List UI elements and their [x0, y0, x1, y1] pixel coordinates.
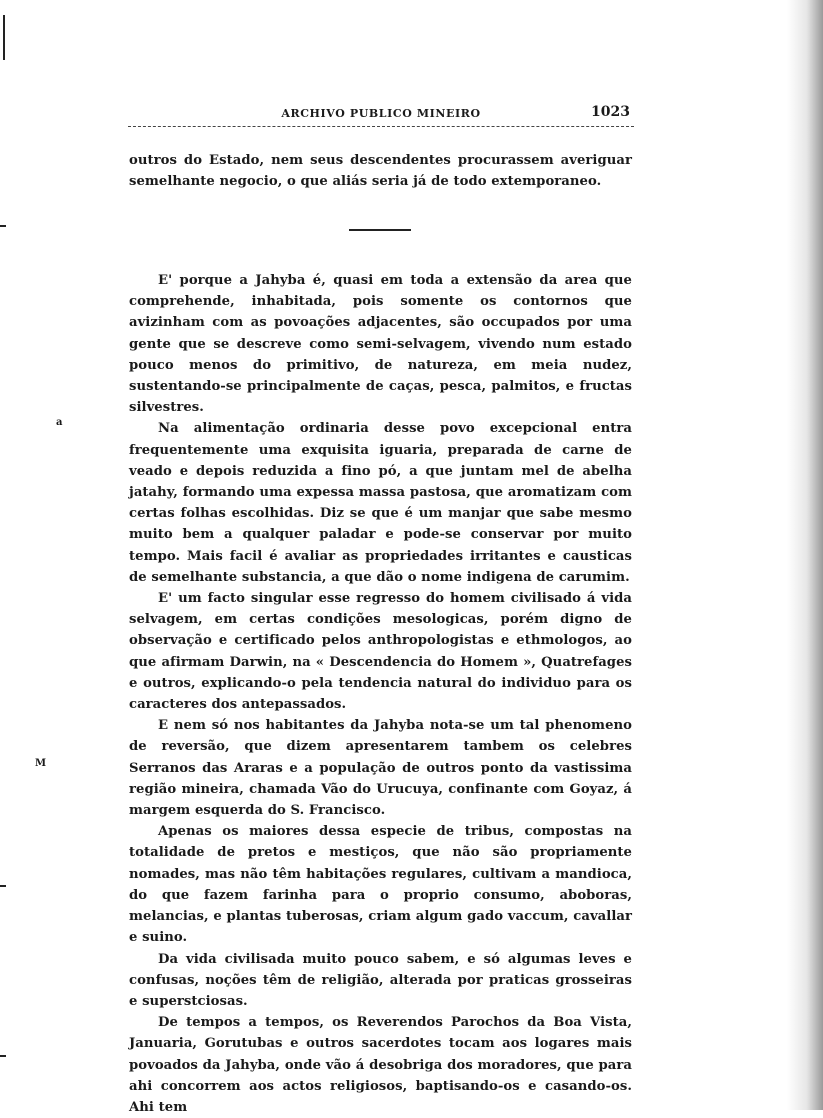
- paragraph: Na alimentação ordinaria desse povo excepcional entra frequentemente uma exquisita iguaria, preparada de carne de veado e depois reduzida a fino pó, a que juntam mel de abelha jatahy, formando uma expessa massa pastosa, que aromatizam com certas folhas escolhidas. Diz se que é um manjar que sabe mesmo muito bem a qualquer paladar e pode-se conservar por muito tempo. Mais facil é avaliar as propriedades irritantes e causticas de semelhante substancia, a que dão o nome indigena de carumim.: [129, 421, 632, 585]
- main-text-block: [129, 270, 632, 1118]
- continuation-paragraph: outros do Estado, nem seus descendentes procurassem averiguar semelhante negocio, o que aliás seria já de todo extemporaneo.: [129, 153, 632, 190]
- paragraph: E' um facto singular esse regresso do homem civilisado á vida selvagem, em certas condições mesologicas, porém digno de observação e certificado pelos anthropologistas e ethmologos, ao que afirmam Darwin, na « Descendencia do Homem », Quatrefages e outros, explicando-o pela tendencia natural do individuo para os caracteres dos antepassados.: [129, 591, 632, 713]
- paragraph: Apenas os maiores dessa especie de tribus, compostas na totalidade de pretos e mestiços, que não são propriamente nomades, mas não têm habitações regulares, cultivam a mandioca, do que fazem farinha para o proprio consumo, aboboras, melancias, e plantas tuberosas, criam algum gado vaccum, cavallar e suino.: [129, 824, 632, 946]
- continuation-block: [129, 150, 632, 192]
- paragraph: Da vida civilisada muito pouco sabem, e só algumas leves e confusas, noções têm de religião, alterada por praticas grosseiras e superstciosas.: [129, 951, 632, 1009]
- paragraph: E' porque a Jahyba é, quasi em toda a extensão da area que comprehende, inhabitada, pois somente os contornos que avizinham com as povoações adjacentes, são occupados por uma gente que se descreve como semi-selvagem, vivendo num estado pouco menos do primitivo, de natureza, em meia nudez, sustentando-se principalmente de caças, pesca, palmitos, e fructas silvestres.: [129, 273, 632, 416]
- running-header: [128, 104, 634, 127]
- page-number: 1023: [591, 104, 630, 120]
- paragraph: E nem só nos habitantes da Jahyba nota-se um tal phenomeno de reversão, que dizem apresentarem tambem os celebres Serranos das Araras e a população de outros ponto da vastissima região mineira, chamada Vão do Urucuya, confinante com Goyaz, á margem esquerda do S. Francisco.: [129, 718, 632, 819]
- section-divider: [349, 229, 411, 231]
- running-title: ARCHIVO PUBLICO MINEIRO: [281, 107, 481, 120]
- margin-mark: a: [56, 417, 63, 428]
- paragraph: De tempos a tempos, os Reverendos Parochos da Boa Vista, Januaria, Gorutubas e outros sacerdotes tocam aos logares mais povoados da Jahyba, onde vão á desobriga dos moradores, que para ahi concorrem aos actos religiosos, baptisando-os e casando-os. Ahi tem: [129, 1015, 632, 1115]
- margin-mark: M: [35, 758, 47, 769]
